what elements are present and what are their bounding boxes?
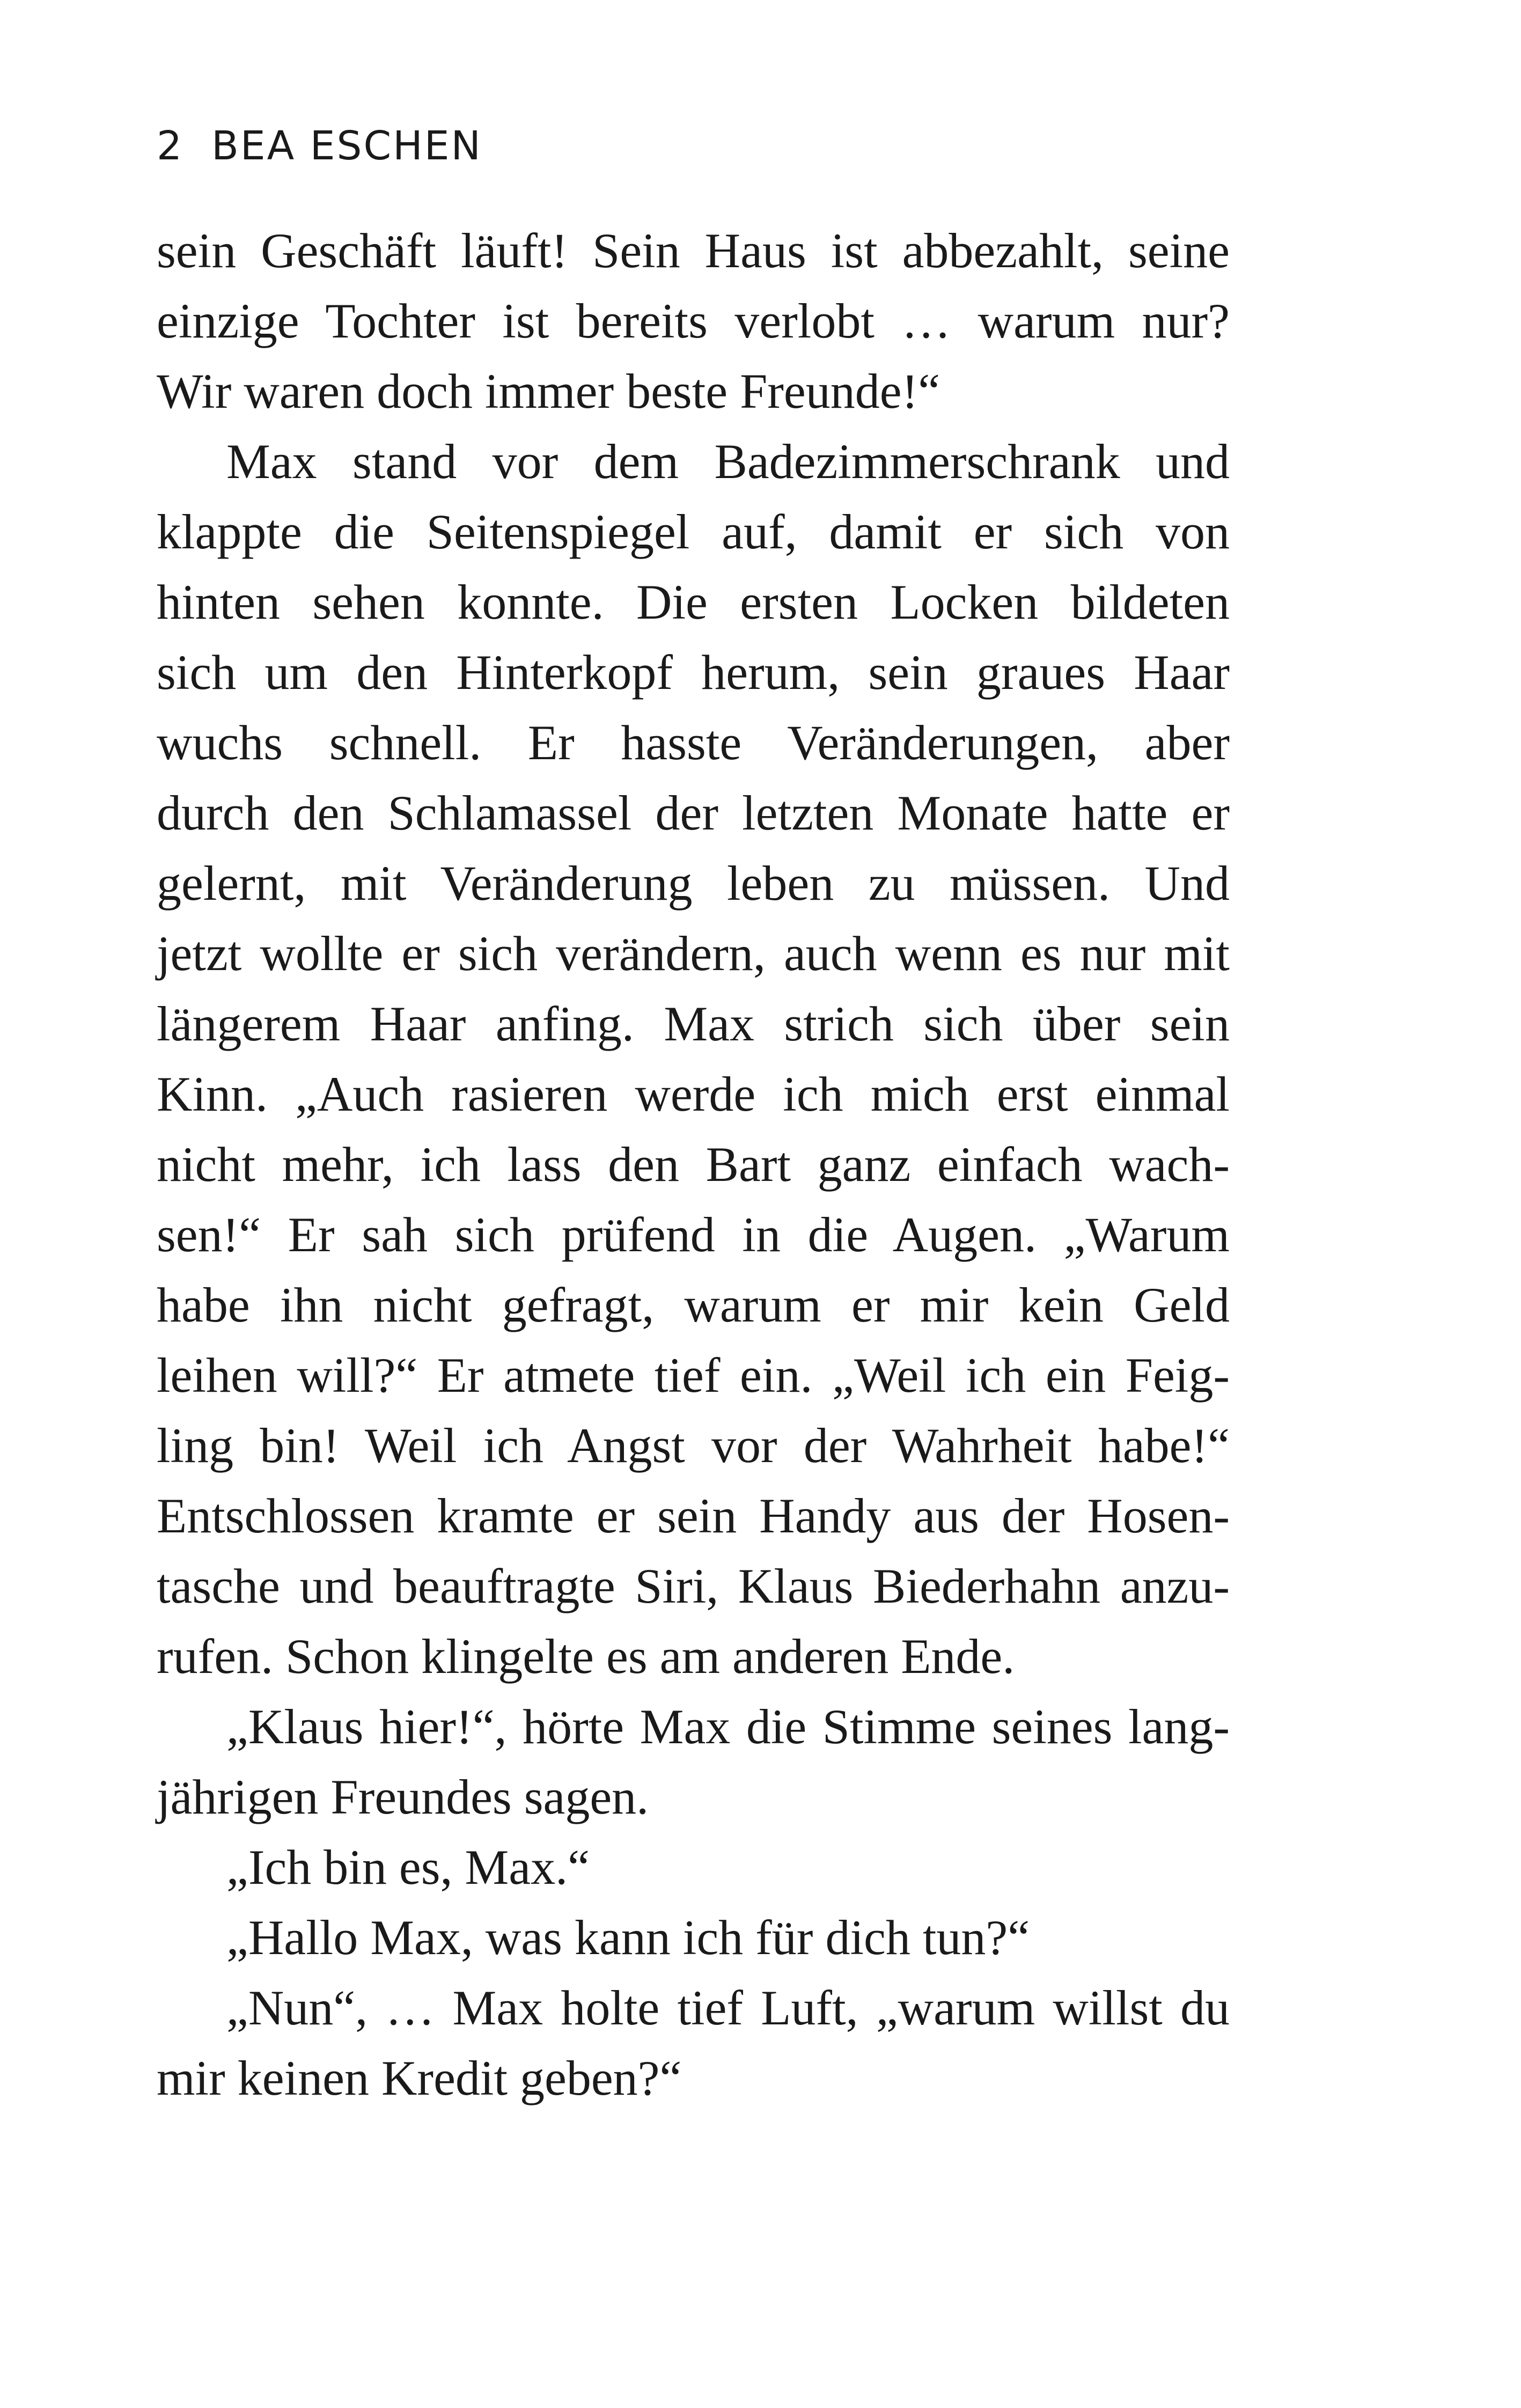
text-line: durch den Schlamassel der letzten Monate hatte er	[157, 785, 1230, 840]
text-line: hinten sehen konnte. Die ersten Locken bildeten	[157, 575, 1230, 629]
text-line: nicht mehr, ich lass den Bart ganz einfach wach-	[157, 1137, 1230, 1192]
text-line: habe ihn nicht gefragt, warum er mir kein Geld	[157, 1278, 1230, 1332]
text-line: sich um den Hinterkopf herum, sein graues Haar	[157, 645, 1230, 700]
text-line: sen!“ Er sah sich prüfend in die Augen. „Warum	[157, 1207, 1230, 1262]
author-name: BEA ESCHEN	[211, 123, 482, 169]
text-line: leihen will?“ Er atmete tief ein. „Weil ich ein Feig-	[157, 1348, 1230, 1403]
text-line: klappte die Seitenspiegel auf, damit er sich von	[157, 504, 1230, 559]
body-text	[157, 216, 1230, 2113]
running-header	[157, 119, 482, 173]
text-line: sein Geschäft läuft! Sein Haus ist abbezahlt, seine	[157, 223, 1230, 278]
text-line: wuchs schnell. Er hasste Veränderungen, aber	[157, 715, 1230, 770]
text-line: einzige Tochter ist bereits verlobt … warum nur?	[157, 293, 1230, 348]
text-line: jährigen Freundes sagen.	[157, 1770, 649, 1824]
text-line: Max stand vor dem Badezimmerschrank und	[226, 434, 1230, 489]
text-line: Wir waren doch immer beste Freunde!“	[157, 364, 940, 419]
page-number: 2	[157, 123, 184, 169]
text-line: „Hallo Max, was kann ich für dich tun?“	[226, 1910, 1030, 1965]
text-line: längerem Haar anfing. Max strich sich über sein	[157, 996, 1230, 1051]
text-line: Kinn. „Auch rasieren werde ich mich erst einmal	[157, 1067, 1230, 1121]
text-line: „Klaus hier!“, hörte Max die Stimme seines lang-	[226, 1699, 1230, 1754]
text-line: jetzt wollte er sich verändern, auch wenn es nur mit	[157, 926, 1230, 981]
text-line: „Nun“, … Max holte tief Luft, „warum willst du	[226, 1980, 1230, 2035]
text-line: gelernt, mit Veränderung leben zu müssen. Und	[157, 856, 1230, 911]
text-line: „Ich bin es, Max.“	[226, 1840, 590, 1895]
text-line: tasche und beauftragte Siri, Klaus Biederhahn anzu-	[157, 1559, 1230, 1613]
text-line: rufen. Schon klingelte es am anderen Ende.	[157, 1629, 1015, 1684]
text-line: mir keinen Kredit geben?“	[157, 2051, 682, 2105]
text-line: Entschlossen kramte er sein Handy aus der Hosen-	[157, 1488, 1230, 1543]
text-line: ling bin! Weil ich Angst vor der Wahrheit habe!“	[157, 1418, 1230, 1473]
